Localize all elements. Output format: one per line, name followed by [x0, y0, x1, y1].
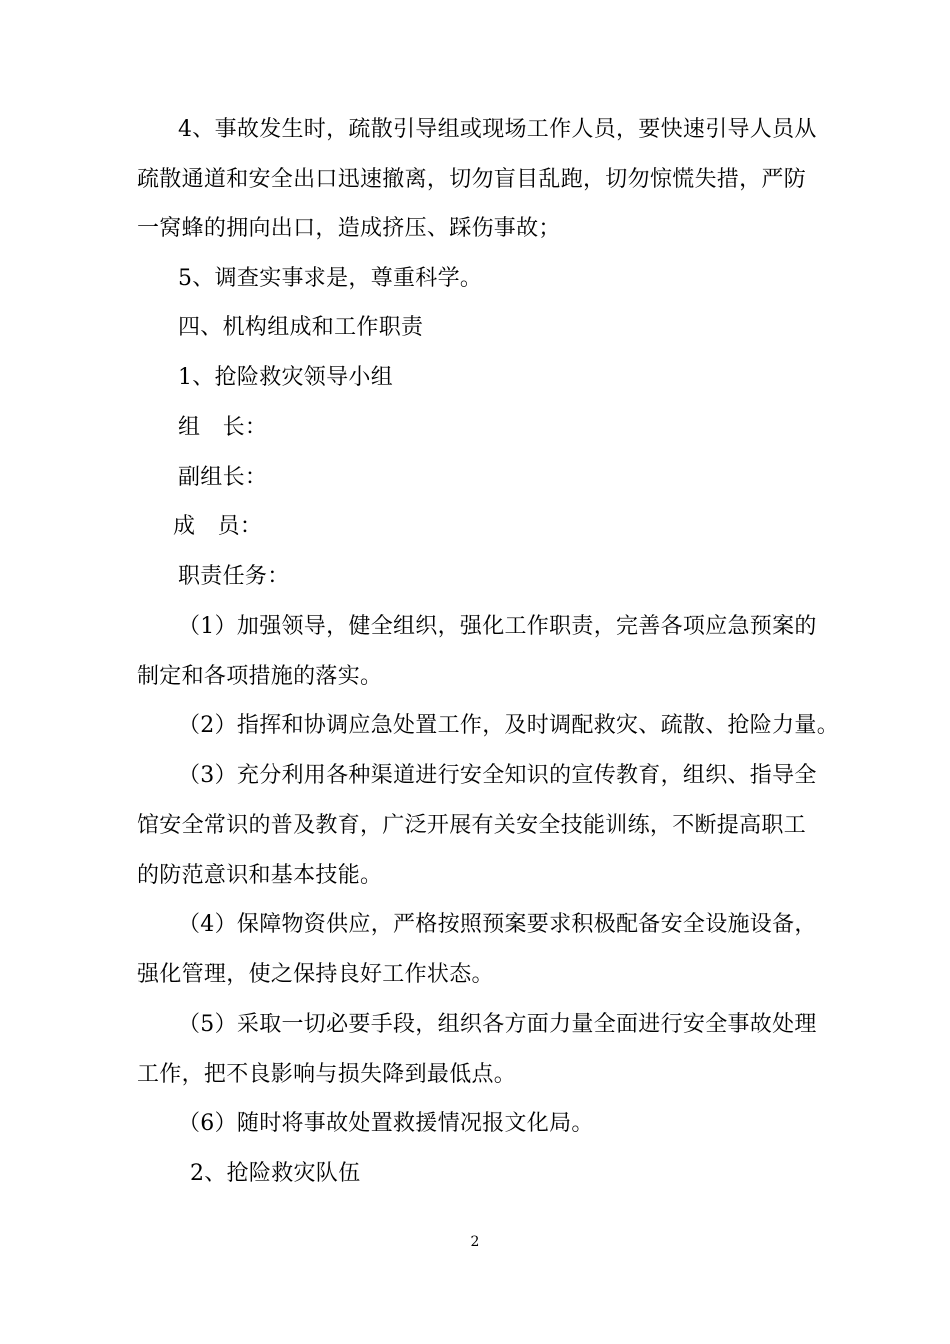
paragraph-line: （4）保障物资供应，严格按照预案要求积极配备安全设施设备，: [178, 912, 817, 937]
subsection-heading: 2、抢险救灾队伍: [190, 1161, 361, 1186]
paragraph-line: 的防范意识和基本技能。: [137, 863, 383, 888]
members-label: 成 员：: [173, 514, 263, 539]
section-heading: 四、机构组成和工作职责: [178, 315, 424, 340]
paragraph-line: （6）随时将事故处置救援情况报文化局。: [178, 1111, 594, 1136]
paragraph-line: 制定和各项措施的落实。: [137, 664, 383, 689]
paragraph-line: 5、调查实事求是，尊重科学。: [178, 266, 483, 291]
paragraph-line: （1）加强领导，健全组织，强化工作职责，完善各项应急预案的: [178, 614, 817, 639]
paragraph-line: 疏散通道和安全出口迅速撤离，切勿盲目乱跑，切勿惊慌失措，严防: [137, 167, 807, 192]
subsection-heading: 1、抢险救灾领导小组: [178, 365, 393, 390]
paragraph-line: （2）指挥和协调应急处置工作，及时调配救灾、疏散、抢险力量。: [178, 713, 839, 738]
paragraph-line: 工作，把不良影响与损失降到最低点。: [137, 1062, 517, 1087]
deputy-leader-label: 副组长：: [178, 465, 268, 490]
paragraph-line: （5）采取一切必要手段，组织各方面力量全面进行安全事故处理: [178, 1012, 817, 1037]
duties-label: 职责任务：: [178, 564, 290, 589]
paragraph-line: 一窝蜂的拥向出口，造成挤压、踩伤事故；: [137, 216, 561, 241]
paragraph-line: （3）充分利用各种渠道进行安全知识的宣传教育，组织、指导全: [178, 763, 817, 788]
paragraph-line: 4、事故发生时，疏散引导组或现场工作人员，要快速引导人员从: [178, 117, 817, 142]
paragraph-line: 馆安全常识的普及教育，广泛开展有关安全技能训练，不断提高职工: [137, 813, 807, 838]
team-leader-label: 组 长：: [178, 415, 268, 440]
paragraph-line: 强化管理，使之保持良好工作状态。: [137, 962, 494, 987]
page-number: 2: [470, 1234, 480, 1250]
